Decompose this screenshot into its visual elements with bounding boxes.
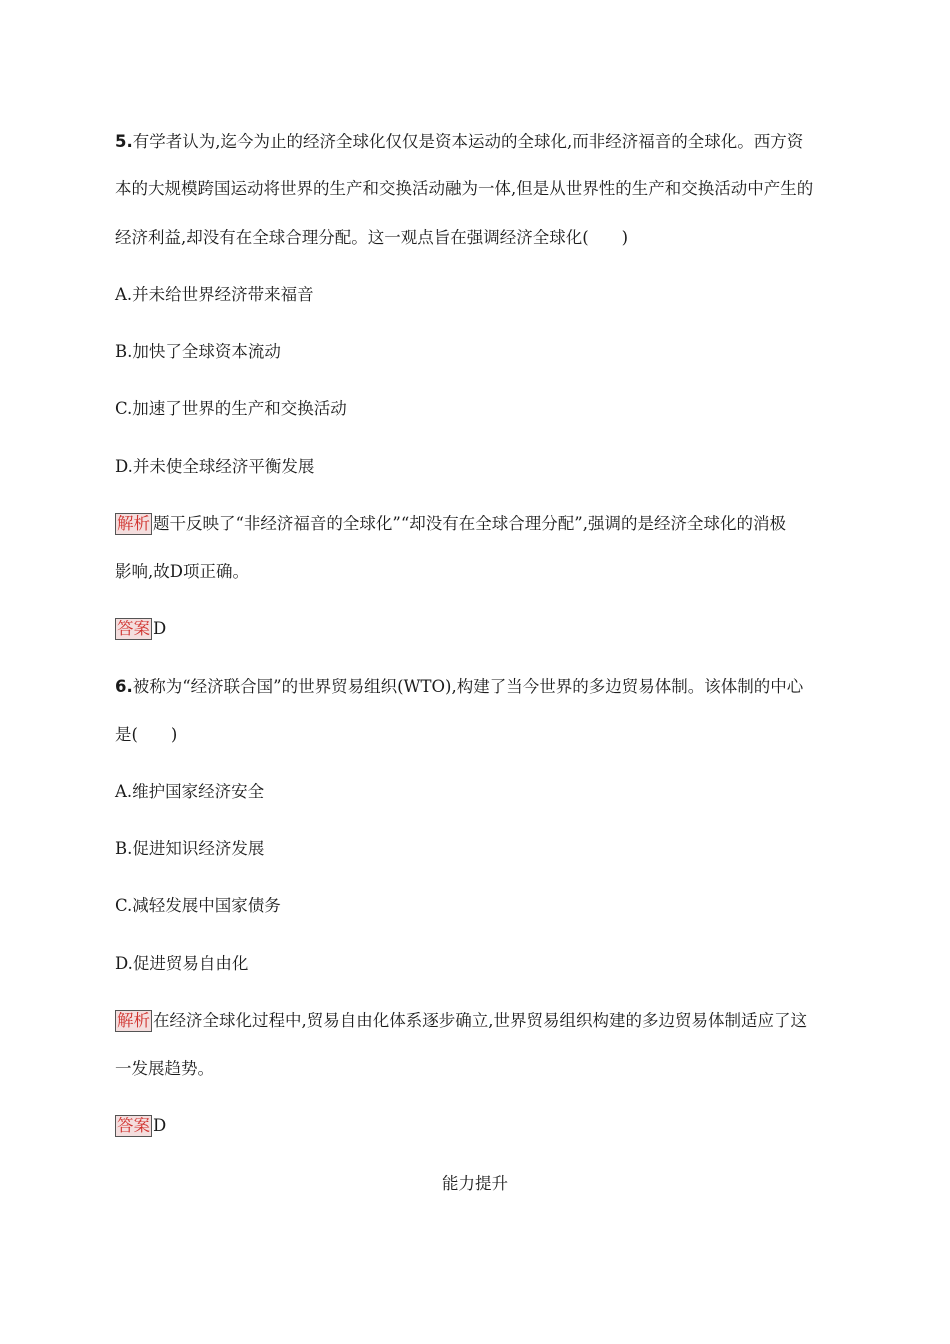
question-5-stem-line-1: 5.有学者认为,迄今为止的经济全球化仅仅是资本运动的全球化,而非经济福音的全球化。西方资: [115, 132, 804, 151]
question-6-analysis-line-1: 解析 在经济全球化过程中,贸易自由化体系逐步确立,世界贸易组织构建的多边贸易体制适应了这: [117, 1011, 807, 1030]
analysis-tag: 解析: [117, 1011, 150, 1030]
question-5-answer: [115, 617, 166, 641]
question-5-stem-line-3: 经济利益,却没有在全球合理分配。这一观点旨在强调经济全球化( ): [115, 228, 629, 247]
question-6-analysis-line-2: 一发展趋势。: [115, 1059, 214, 1078]
question-5-option-b: B.加快了全球资本流动: [115, 342, 281, 361]
question-6-stem-line-2: 是( ): [115, 725, 178, 744]
question-6-stem-line-1: 6.被称为“经济联合国”的世界贸易组织(WTO),构建了当今世界的多边贸易体制。该体制的中心: [115, 677, 804, 696]
question-5-option-d: D.并未使全球经济平衡发展: [115, 457, 315, 476]
answer-value: D: [153, 619, 167, 638]
answer-tag: 答案: [117, 1116, 150, 1135]
question-number: 6.: [115, 677, 133, 696]
question-6-option-d: D.促进贸易自由化: [115, 954, 249, 973]
question-6-option-c: C.减轻发展中国家债务: [115, 896, 281, 915]
question-5-option-c: C.加速了世界的生产和交换活动: [115, 399, 347, 418]
question-6-option-a: A.维护国家经济安全: [115, 782, 265, 801]
question-6-option-b: B.促进知识经济发展: [115, 839, 265, 858]
answer-tag: 答案: [117, 619, 150, 638]
question-5-stem-line-2: 本的大规模跨国运动将世界的生产和交换活动融为一体,但是从世界性的生产和交换活动中产生的: [115, 179, 814, 198]
question-5-option-a: A.并未给世界经济带来福音: [115, 285, 314, 304]
analysis-tag: 解析: [117, 514, 150, 533]
question-5-analysis-line-2: 影响,故D项正确。: [115, 562, 249, 581]
section-title: 能力提升: [442, 1174, 508, 1193]
question-6-answer: [115, 1114, 166, 1138]
answer-value: D: [153, 1116, 167, 1135]
question-number: 5.: [115, 132, 133, 151]
question-5-analysis-line-1: 解析 题干反映了“非经济福音的全球化”“却没有在全球合理分配”,强调的是经济全球化的消极: [117, 514, 786, 533]
